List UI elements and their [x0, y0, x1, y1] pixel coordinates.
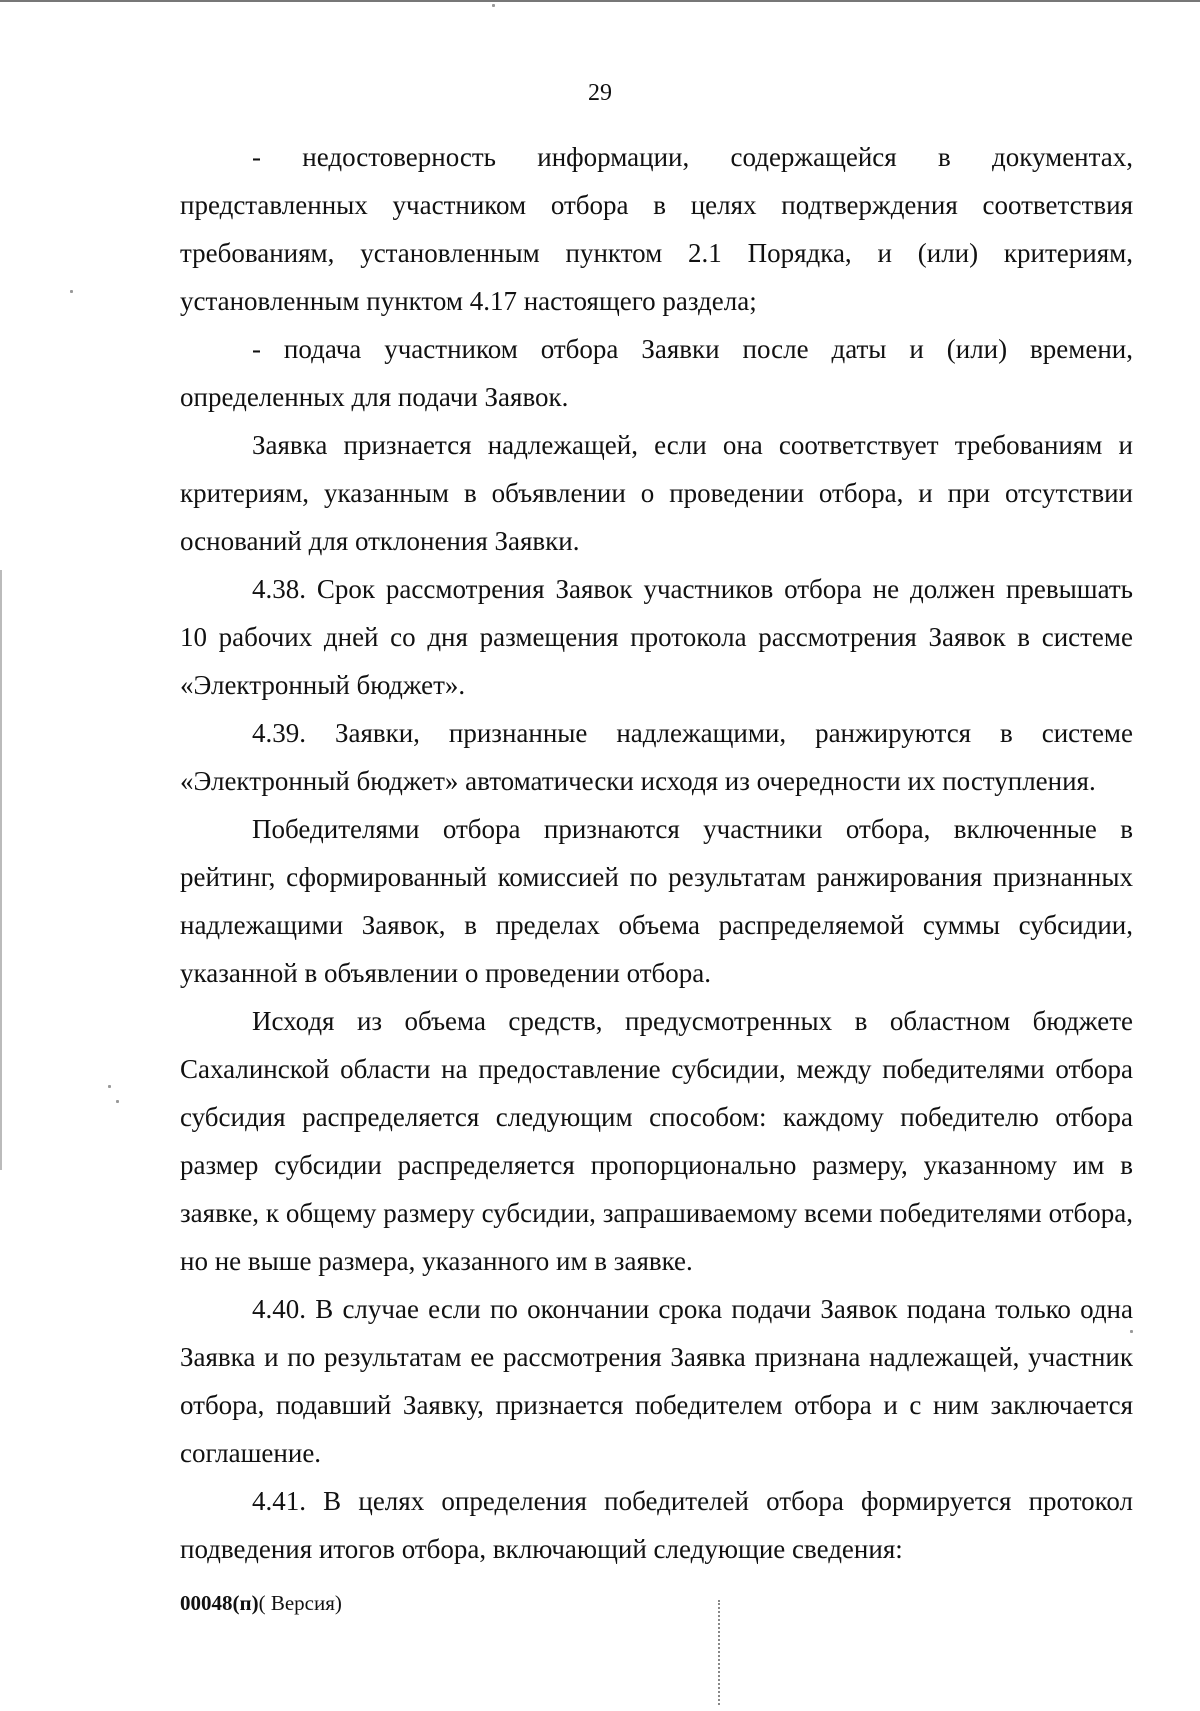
paragraph-4-38: 4.38. Срок рассмотрения Заявок участников отбора не должен превышать 10 рабочих дней со дня размещения протокола рассмотрения Заявок в системе «Электронный бюджет».: [180, 574, 1133, 700]
document-footer: [180, 1591, 342, 1616]
paragraph-distribution: Исходя из объема средств, предусмотренных в областном бюджете Сахалинской области на предоставление субсидии, между победителями отбора субсидия распределяется следующим способом: каждому победителю отбора размер субсидии распределяется пропорционально размеру, указанному им в заявке, к общему размеру субсидии, запрашиваемому всеми победителями отбора, но не выше размера, указанного им в заявке.: [180, 1006, 1133, 1276]
paragraph-4-40: 4.40. В случае если по окончании срока подачи Заявок подана только одна Заявка и по результатам ее рассмотрения Заявка признана надлежащей, участник отбора, подавший Заявку, признается победителем отбора и с ним заключается соглашение.: [180, 1294, 1133, 1468]
scan-speck: [108, 1085, 111, 1088]
paragraph-application-proper: Заявка признается надлежащей, если она соответствует требованиям и критериям, указанным в объявлении о проведении отбора, и при отсутствии оснований для отклонения Заявки.: [180, 430, 1133, 556]
paragraph-4-39: 4.39. Заявки, признанные надлежащими, ранжируются в системе «Электронный бюджет» автоматически исходя из очередности их поступления.: [180, 718, 1133, 796]
document-version: ( Версия): [258, 1591, 342, 1615]
paragraph-4-41: 4.41. В целях определения победителей отбора формируется протокол подведения итогов отбора, включающий следующие сведения:: [180, 1486, 1133, 1564]
scan-speck: [70, 290, 73, 293]
scan-speck: [116, 1100, 119, 1103]
scan-edge-top: [0, 0, 1200, 2]
scan-speck: [492, 4, 495, 7]
scan-artifact-line: [718, 1600, 720, 1705]
document-body: [180, 133, 1133, 1573]
scan-speck: [1130, 1330, 1133, 1333]
paragraph-unreliable-info: - недостоверность информации, содержащейся в документах, представленных участником отбора в целях подтверждения соответствия требованиям, установленным пунктом 2.1 Порядка, и (или) критериям, установленным пунктом 4.17 настоящего раздела;: [180, 142, 1133, 316]
document-code: 00048(п): [180, 1591, 259, 1615]
page-number: 29: [588, 80, 612, 106]
paragraph-winners: Победителями отбора признаются участники отбора, включенные в рейтинг, сформированный комиссией по результатам ранжирования признанных надлежащими Заявок, в пределах объема распределяемой суммы субсидии, указанной в объявлении о проведении отбора.: [180, 814, 1133, 988]
paragraph-late-submission: - подача участником отбора Заявки после даты и (или) времени, определенных для подачи Заявок.: [180, 334, 1133, 412]
scan-edge-left: [0, 570, 2, 1170]
